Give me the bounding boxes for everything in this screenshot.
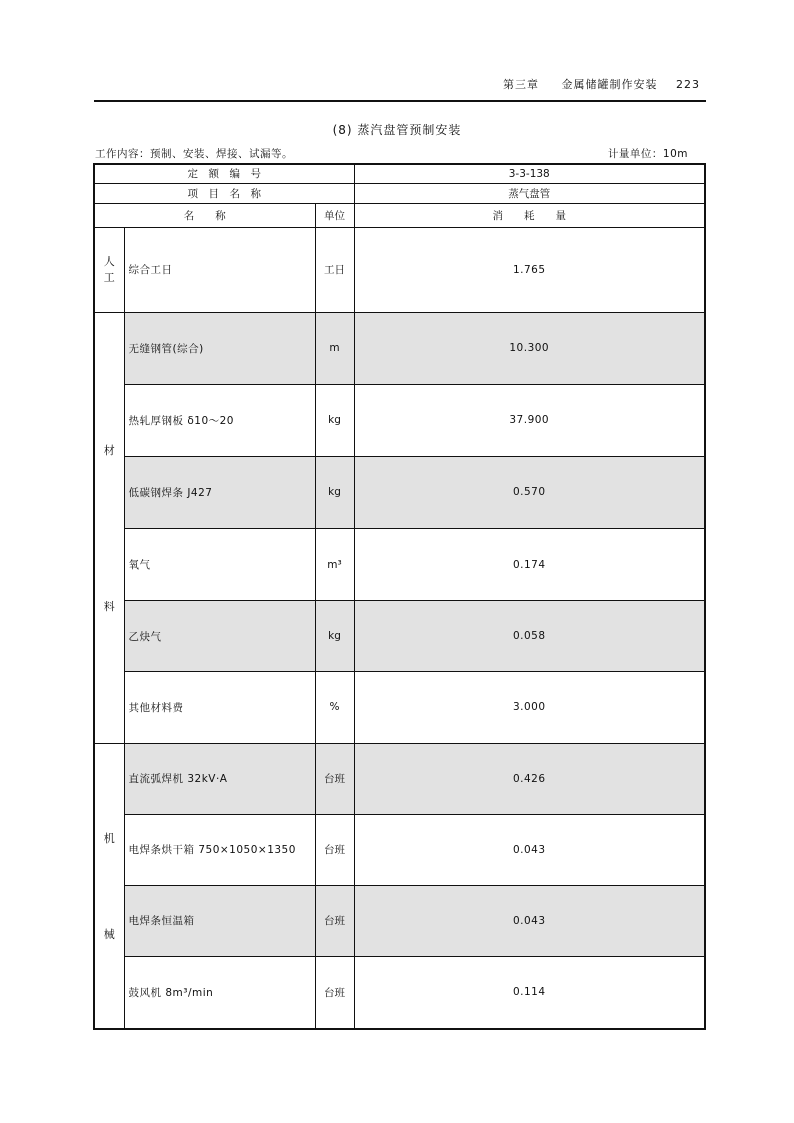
table-row (94, 312, 705, 384)
quota-table (93, 163, 706, 1030)
row-name: 其他材料费 (124, 672, 315, 743)
table-row (94, 956, 705, 1028)
row-unit: kg (315, 456, 354, 528)
item-name-row (94, 183, 705, 203)
category-material (94, 312, 124, 743)
table-row (94, 743, 705, 814)
table-row (94, 814, 705, 885)
row-name: 综合工日 (124, 227, 315, 312)
item-name-label: 项 目 名 称 (94, 183, 354, 203)
category-machine-char-1: 机 (103, 831, 115, 845)
category-labor-char-2: 工 (103, 270, 115, 284)
row-value: 10.300 (354, 312, 705, 384)
chapter-title: 金属储罐制作安装 (561, 78, 658, 91)
column-header-name: 名 称 (94, 203, 315, 227)
category-labor-char-1: 人 (103, 254, 115, 268)
row-unit: m³ (315, 528, 354, 600)
row-value: 0.043 (354, 814, 705, 885)
row-name: 无缝钢管(综合) (124, 312, 315, 384)
row-unit: m (315, 312, 354, 384)
column-header-unit: 单位 (315, 203, 354, 227)
row-value: 0.570 (354, 456, 705, 528)
row-unit: kg (315, 601, 354, 672)
row-value: 1.765 (354, 227, 705, 312)
quota-number-value: 3-3-138 (354, 164, 705, 183)
row-value: 0.058 (354, 601, 705, 672)
chapter-number: 第三章 (503, 78, 540, 91)
table-row (94, 227, 705, 312)
quota-number-label: 定 额 编 号 (94, 164, 354, 183)
quota-number-row (94, 164, 705, 183)
row-name: 热轧厚钢板 δ10～20 (124, 384, 315, 456)
row-unit: 台班 (315, 743, 354, 814)
row-name: 低碳钢焊条 J427 (124, 456, 315, 528)
row-value: 3.000 (354, 672, 705, 743)
category-material-char-1: 材 (103, 443, 115, 457)
running-header (94, 72, 706, 102)
section-title: (8) 蒸汽盘管预制安装 (332, 123, 462, 137)
measurement-unit: 计量单位：10m (607, 148, 688, 160)
table-row (94, 528, 705, 600)
table-row (94, 601, 705, 672)
category-machine-char-2: 械 (103, 927, 115, 941)
table-row (94, 885, 705, 956)
table-row (94, 672, 705, 743)
row-name: 氧气 (124, 528, 315, 600)
row-name: 电焊条烘干箱 750×1050×1350 (124, 814, 315, 885)
category-machine (94, 743, 124, 1029)
category-material-char-2: 料 (103, 599, 115, 613)
row-value: 0.114 (354, 956, 705, 1028)
column-header-row (94, 203, 705, 227)
work-content: 工作内容：预制、安装、焊接、试漏等。 (95, 148, 293, 160)
row-value: 0.426 (354, 743, 705, 814)
header-text (503, 76, 700, 92)
row-value: 0.174 (354, 528, 705, 600)
row-unit: 工日 (315, 227, 354, 312)
item-name-value: 蒸气盘管 (354, 183, 705, 203)
row-name: 电焊条恒温箱 (124, 885, 315, 956)
row-name: 鼓风机 8m³/min (124, 956, 315, 1028)
page-number: 223 (676, 78, 700, 91)
column-header-consumption: 消 耗 量 (354, 203, 705, 227)
row-unit: kg (315, 384, 354, 456)
row-unit: 台班 (315, 885, 354, 956)
row-value: 37.900 (354, 384, 705, 456)
row-name: 乙炔气 (124, 601, 315, 672)
row-unit: 台班 (315, 956, 354, 1028)
row-name: 直流弧焊机 32kV·A (124, 743, 315, 814)
category-labor (94, 227, 124, 312)
row-unit: % (315, 672, 354, 743)
table-row (94, 384, 705, 456)
table-row (94, 456, 705, 528)
row-value: 0.043 (354, 885, 705, 956)
row-unit: 台班 (315, 814, 354, 885)
